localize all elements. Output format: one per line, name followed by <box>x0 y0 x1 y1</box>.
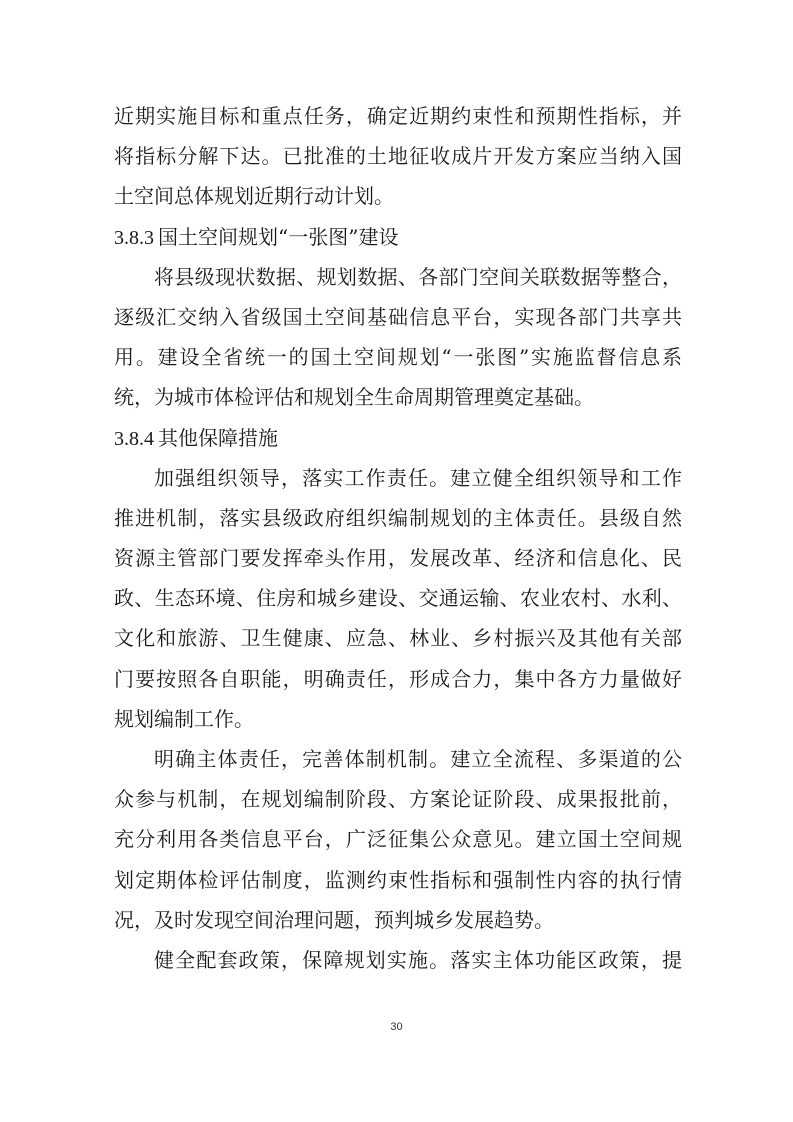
paragraph-responsibility <box>114 739 682 940</box>
text-line: 加强组织领导，落实工作责任。建立健全组织领导和工作 <box>154 465 682 490</box>
paragraph-policy <box>114 940 682 980</box>
section-title: 国土空间规划“一张图”建设 <box>158 224 399 249</box>
paragraph-leadership <box>114 458 682 739</box>
text-line: 规划编制工作。 <box>114 706 254 731</box>
paragraph-continuation <box>114 96 682 217</box>
text-line: 文化和旅游、卫生健康、应急、林业、乡村振兴及其他有关部 <box>114 626 682 651</box>
text-line: 土空间总体规划近期行动计划。 <box>114 184 394 209</box>
text-line: 健全配套政策，保障规划实施。落实主体功能区政策，提 <box>154 947 682 972</box>
section-number: 3.8.3 <box>114 226 154 249</box>
text-line: 政、生态环境、住房和城乡建设、交通运输、农业农村、水利、 <box>114 586 682 611</box>
text-line: 逐级汇交纳入省级国土空间基础信息平台，实现各部门共享共 <box>114 304 682 329</box>
text-line: 推进机制，落实县级政府组织编制规划的主体责任。县级自然 <box>114 505 682 530</box>
text-line: 门要按照各自职能，明确责任，形成合力，集中各方力量做好 <box>114 666 682 691</box>
text-line: 统，为城市体检评估和规划全生命周期管理奠定基础。 <box>114 385 594 410</box>
text-line: 充分利用各类信息平台，广泛征集公众意见。建立国土空间规 <box>114 827 682 852</box>
section-number: 3.8.4 <box>114 427 154 450</box>
page-body <box>114 96 682 980</box>
text-line: 将县级现状数据、规划数据、各部门空间关联数据等整合， <box>154 264 682 289</box>
text-line: 众参与机制，在规划编制阶段、方案论证阶段、成果报批前， <box>114 787 682 812</box>
section-heading-3-8-4 <box>114 418 682 458</box>
text-line: 资源主管部门要发挥牵头作用，发展改革、经济和信息化、民 <box>114 546 682 571</box>
text-line: 划定期体检评估制度，监测约束性指标和强制性内容的执行情 <box>114 867 682 892</box>
paragraph-one-map <box>114 257 682 418</box>
text-line: 将指标分解下达。已批准的土地征收成片开发方案应当纳入国 <box>114 144 682 169</box>
section-title: 其他保障措施 <box>158 425 278 450</box>
text-line: 明确主体责任，完善体制机制。建立全流程、多渠道的公 <box>154 747 682 771</box>
page-number: 30 <box>390 1021 403 1033</box>
text-line: 况，及时发现空间治理问题，预判城乡发展趋势。 <box>114 907 554 932</box>
section-heading-3-8-3 <box>114 217 682 257</box>
text-line: 近期实施目标和重点任务，确定近期约束性和预期性指标，并 <box>114 104 682 128</box>
text-line: 用。建设全省统一的国土空间规划“一张图”实施监督信息系 <box>114 345 682 370</box>
